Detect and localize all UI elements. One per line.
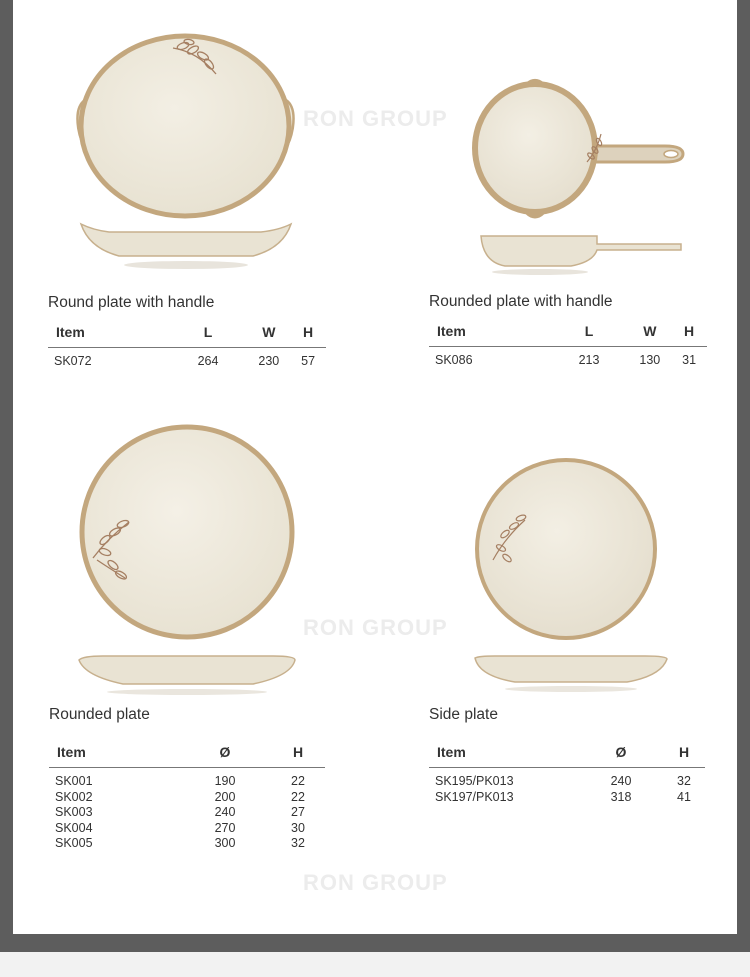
item-code: SK001 — [55, 774, 93, 788]
table-row — [429, 768, 705, 790]
table-row — [429, 790, 705, 806]
cell-value: 240 — [214, 805, 236, 819]
column-header: Ø — [179, 741, 271, 768]
item-code: SK197/PK013 — [435, 789, 514, 804]
catalog-sheet — [13, 0, 737, 934]
cell-value: 32 — [291, 836, 305, 850]
column-header: L — [550, 320, 629, 347]
column-header: Item — [429, 741, 579, 768]
column-header: H — [290, 321, 326, 348]
table-row — [49, 836, 325, 852]
frame-left — [0, 0, 13, 952]
cell-value: 32 — [677, 774, 691, 788]
frame-bottom — [0, 934, 750, 952]
spec-table — [48, 321, 326, 370]
product-image-rounded-plate — [13, 410, 375, 700]
item-code: SK195/PK013 — [435, 774, 514, 788]
cell-value: 200 — [214, 789, 236, 804]
cell-value: 300 — [214, 836, 236, 850]
watermark: RON GROUP — [303, 106, 448, 131]
cell-value: 190 — [214, 774, 236, 788]
product-image-side-plate — [375, 410, 737, 700]
cell-value: 240 — [610, 774, 632, 788]
column-header: Item — [49, 741, 179, 768]
table-row — [49, 805, 325, 821]
cell-value: 31 — [682, 353, 697, 367]
cell-value: 230 — [258, 354, 280, 368]
product-image-round-plate-handle — [13, 0, 375, 290]
column-header: W — [628, 320, 671, 347]
cell-value: 30 — [291, 820, 305, 835]
table-row — [429, 347, 707, 369]
spec-table — [429, 741, 705, 805]
product-title: Rounded plate — [49, 706, 150, 723]
table-row — [48, 348, 326, 370]
cell-value: 57 — [301, 354, 316, 368]
column-header: Ø — [579, 741, 663, 768]
column-header: H — [671, 320, 707, 347]
cell-value: 41 — [677, 789, 691, 804]
product-image-rounded-plate-handle — [375, 0, 737, 290]
column-header: H — [271, 741, 325, 768]
item-code: SK005 — [55, 836, 93, 850]
cell-value: 27 — [291, 805, 305, 819]
item-code: SK072 — [54, 354, 92, 368]
cell-value: 22 — [291, 789, 305, 804]
column-header: L — [169, 321, 248, 348]
product-title: Side plate — [429, 706, 498, 723]
frame-right — [737, 0, 750, 952]
item-code: SK086 — [435, 353, 473, 367]
table-row — [49, 821, 325, 837]
table-row — [49, 790, 325, 806]
cell-value: 130 — [639, 353, 661, 367]
item-code: SK003 — [55, 805, 93, 819]
cell-value: 213 — [578, 353, 600, 367]
column-header: W — [247, 321, 290, 348]
product-title: Rounded plate with handle — [429, 293, 613, 310]
column-header: H — [663, 741, 705, 768]
product-title: Round plate with handle — [48, 294, 215, 311]
frame-foot — [0, 952, 750, 977]
item-code: SK002 — [55, 789, 93, 804]
cell-value: 270 — [214, 820, 236, 835]
item-code: SK004 — [55, 820, 93, 835]
table-row — [49, 768, 325, 790]
column-header: Item — [48, 321, 169, 348]
spec-table — [429, 320, 707, 369]
column-header: Item — [429, 320, 550, 347]
cell-value: 318 — [610, 789, 632, 804]
watermark: RON GROUP — [303, 615, 448, 640]
watermark: RON GROUP — [303, 870, 448, 895]
cell-value: 22 — [291, 774, 305, 788]
spec-table — [49, 741, 325, 852]
cell-value: 264 — [197, 354, 219, 368]
